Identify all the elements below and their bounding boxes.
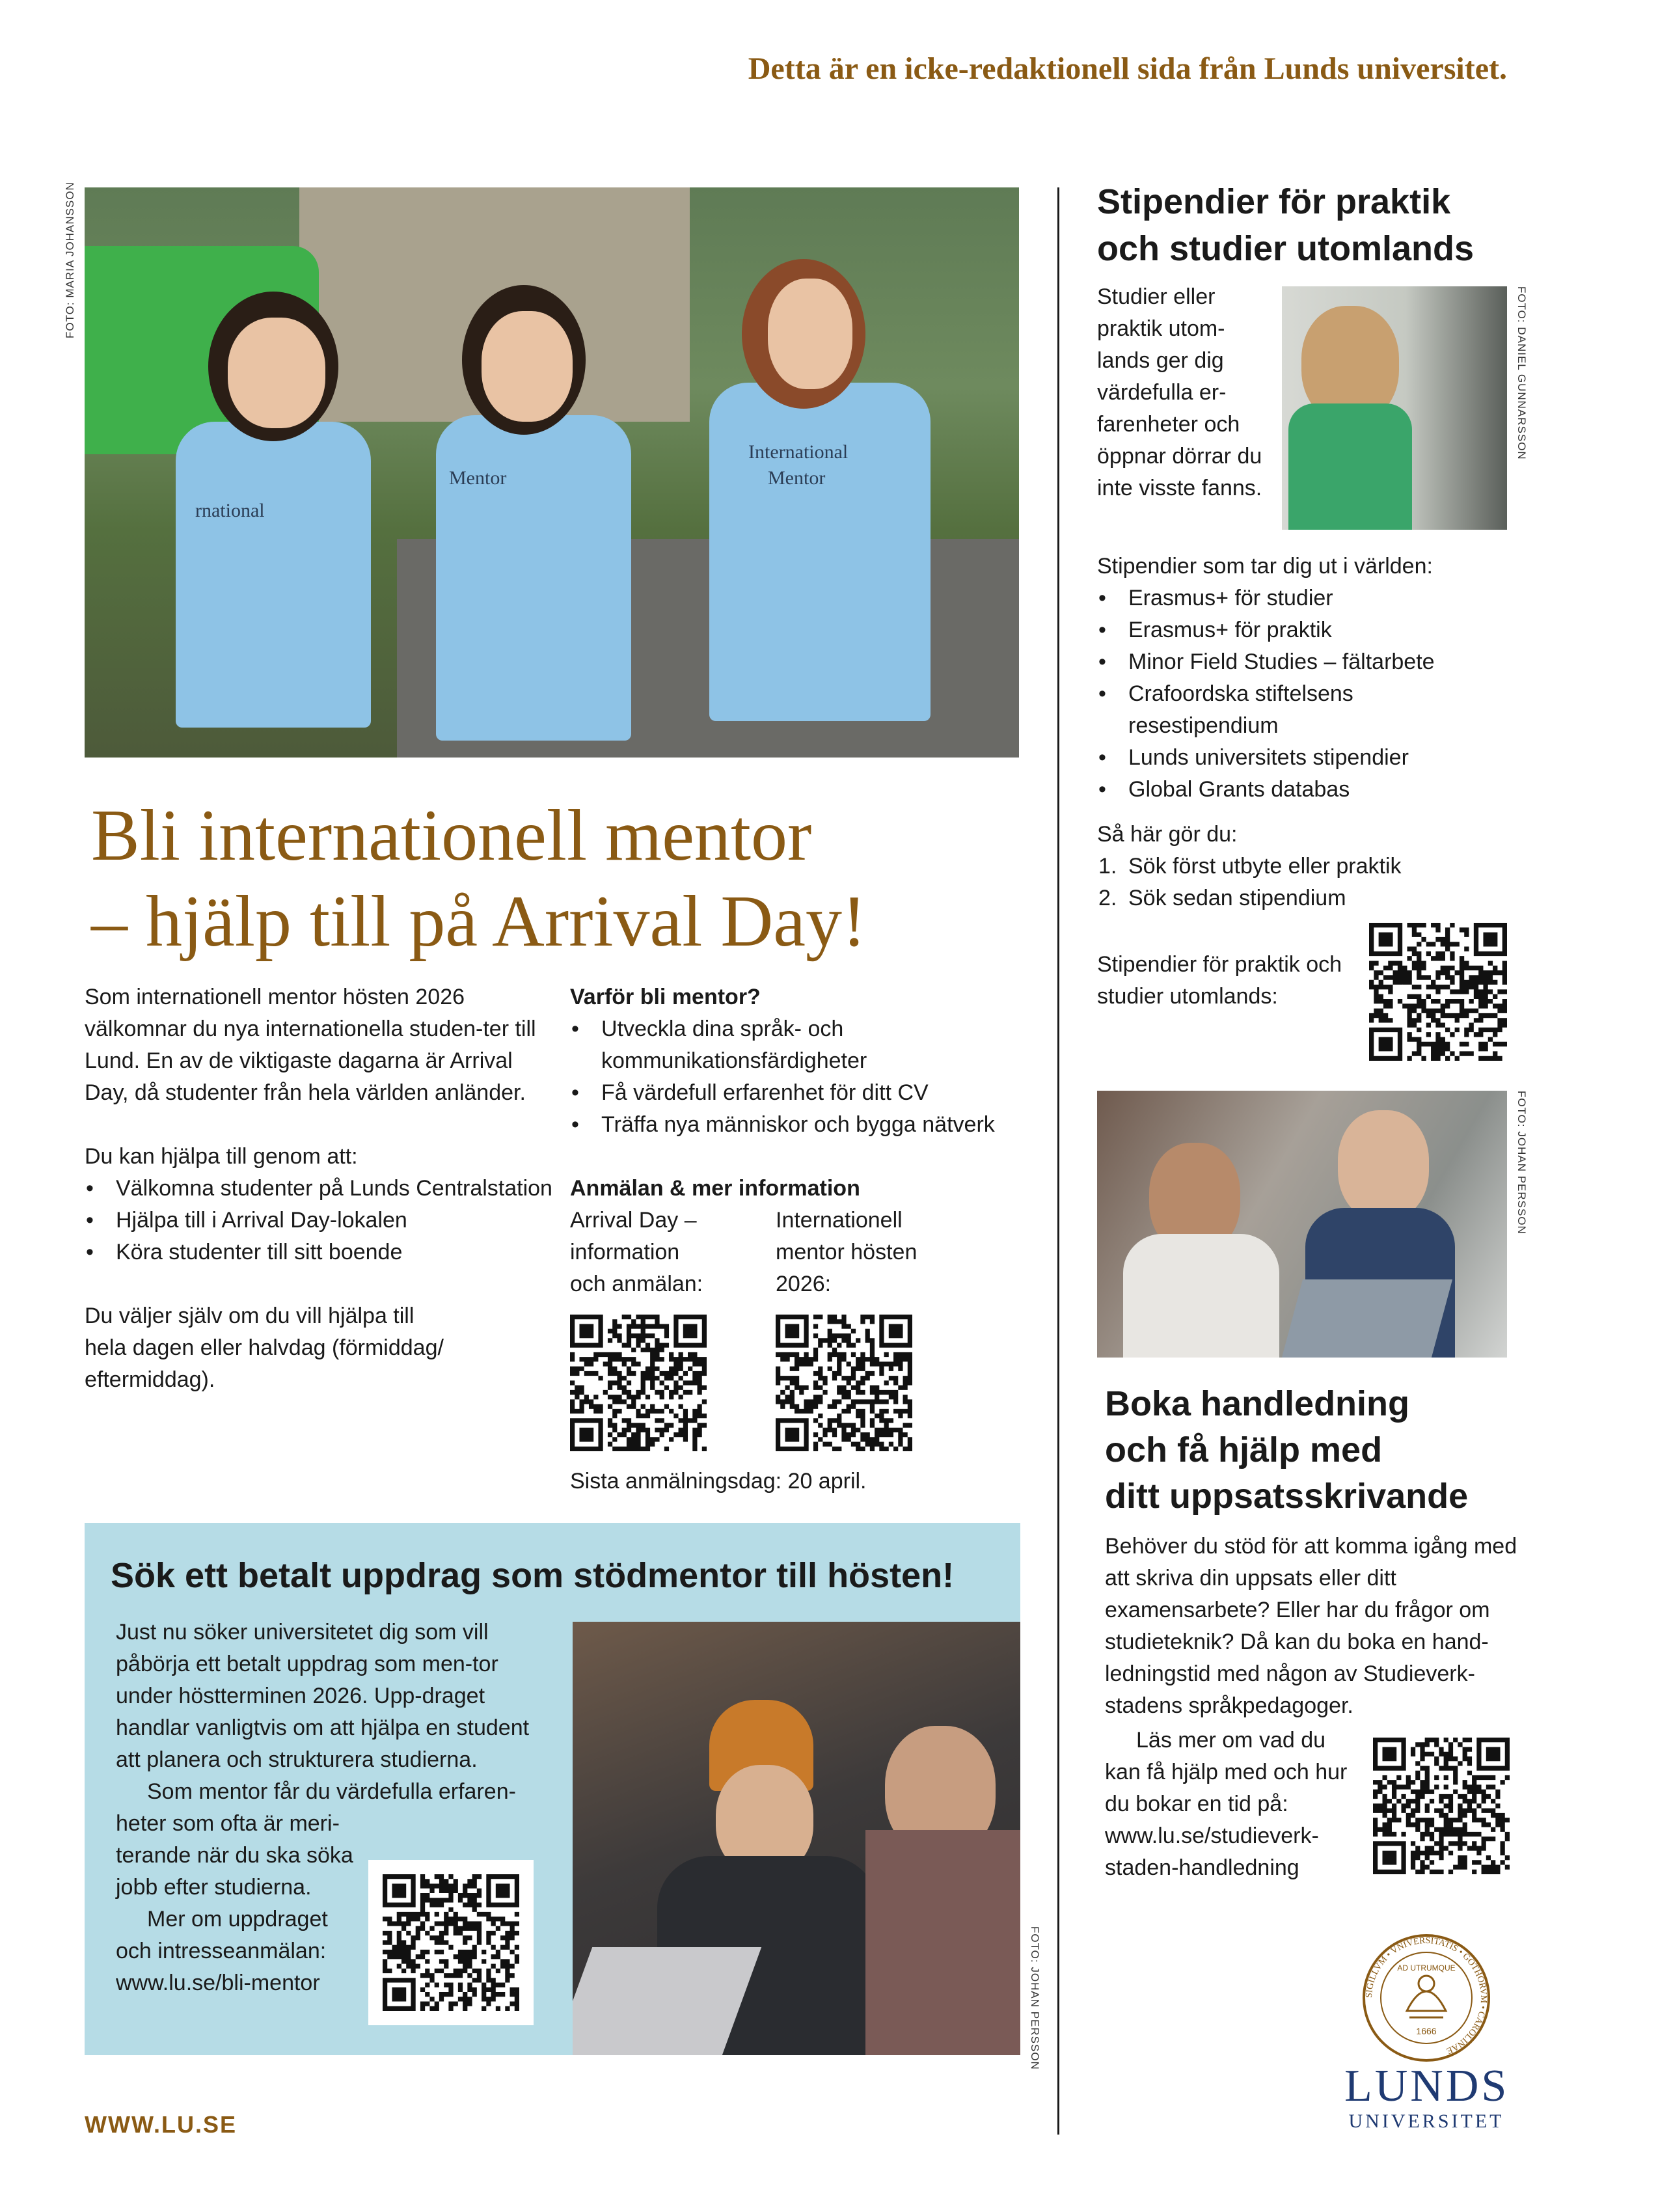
list-item-text: Sök först utbyte eller praktik [1128,854,1402,879]
shirt-text: Mentor [768,467,826,489]
why-list [570,1013,1039,1141]
list-item: • Erasmus+ för studier [1097,582,1514,614]
photo-face-3 [768,279,852,389]
stodmentor-paragraph-3a: Mer om uppdraget [147,1907,328,1932]
list-item [1097,882,1514,914]
lund-university-wordmark [1344,2063,1508,2133]
list-item-text: Sök sedan stipendium [1128,886,1346,910]
scholarship-photo [1282,286,1507,530]
qr1-label: Arrival Day – information och anmälan: [570,1208,703,1296]
list-item: • Erasmus+ för praktik [1097,614,1514,646]
stodmentor-paragraph-2a: Som mentor får du värdefulla erfaren- [147,1779,516,1804]
photo-person-2 [436,415,631,741]
writing-title-line-2: och få hjälp med [1105,1430,1383,1469]
photo-face-2 [482,311,573,422]
main-headline [91,793,1015,964]
list-number: 1. [1098,854,1117,879]
hero-photo-credit: FOTO: MARIA JOHANSSON [64,182,76,338]
list-item: • Minor Field Studies – fältarbete [1097,646,1514,678]
qr-code-stodmentor[interactable] [383,1874,519,2011]
scholarship-title [1097,178,1514,272]
writing-support-title [1105,1381,1508,1520]
intro-paragraph: Som internationell mentor hösten 2026 välkomnar du nya internationella studen-ter till Lund. En av de viktigaste dagarna är Arrival Day, då studenter från hela världen anländer. [85,985,536,1105]
list-item: • Träffa nya människor och bygga nätverk [570,1109,1039,1141]
scholarship-list [1097,582,1514,806]
stodmentor-paragraph-2d: jobb efter studierna. [116,1875,312,1900]
writing-title-line-1: Boka handledning [1105,1384,1410,1423]
seal-year: 1666 [1416,2026,1437,2036]
photo-face-1 [228,318,325,428]
scholarship-title-line-2: och studier utomlands [1097,229,1475,268]
signup-heading: Anmälan & mer information [570,1176,860,1201]
stodmentor-paragraph-2c: terande när du ska söka [116,1843,353,1868]
scholarship-list-section [1097,551,1514,914]
qr-code-arrival-day[interactable] [570,1315,707,1451]
left-column [85,981,553,1396]
stodmentor-paragraph-3b: och intresseanmälan: [116,1939,327,1963]
stodmentor-photo-credit: FOTO: JOHAN PERSSON [1029,1926,1041,2070]
scholarship-list-heading: Stipendier som tar dig ut i världen: [1097,554,1433,579]
qr2-label: Internationell mentor hösten 2026: [776,1208,917,1296]
howto-list [1097,851,1514,914]
scholarship-title-line-1: Stipendier för praktik [1097,182,1451,221]
seal-motto: AD UTRUMQUE [1397,1963,1456,1973]
help-heading: Du kan hjälpa till genom att: [85,1144,358,1169]
writing-support-text: Behöver du stöd för att komma igång med att skriva din uppsats eller ditt examensarbete? Eller har du frågor om studieteknik? Då kan du boka en hand-ledningstid med någon av Studieverk-stadens språkpedagoger. [1105,1534,1517,1718]
list-item: • Hjälpa till i Arrival Day-lokalen [85,1205,553,1236]
writing-photo-credit: FOTO: JOHAN PERSSON [1515,1091,1528,1235]
scholarship-qr-label: Stipendier för praktik och studier utomlands: [1097,952,1342,1009]
list-item: • Lunds universitets stipendier [1097,742,1514,774]
list-item: • Utveckla dina språk- och kommunikationsfärdigheter [570,1013,1039,1077]
seal-text: SIGILLVM • VNIVERSITATIS • GOTHORVM • CAROLINAE [1364,1935,1489,2056]
shirt-text: rnational [195,500,265,521]
column-divider [1057,187,1059,2135]
photo-person-3 [709,383,931,721]
scholarship-intro: Studier eller praktik utom-lands ger dig värdefulla er-farenheter och öppnar dörrar du inte visste fanns. [1097,284,1262,500]
why-heading: Varför bli mentor? [570,985,761,1009]
list-item: • Köra studenter till sitt boende [85,1236,553,1268]
list-item [1097,851,1514,882]
photo-person-1 [176,422,371,728]
headline-line-2: – hjälp till på Arrival Day! [91,881,867,962]
stodmentor-paragraph-2b: heter som ofta är meri- [116,1811,340,1836]
qr-code-scholarships[interactable] [1369,923,1507,1061]
photo-laptop [1282,1279,1452,1358]
stodmentor-paragraph-1: Just nu söker universitetet dig som vill påbörja ett betalt uppdrag som men-tor under höstterminen 2026. Upp-draget handlar vanligtvis om att hjälpa en student att planera och strukturera studierna. [116,1620,530,1772]
hero-photo [85,187,1019,758]
footer-url[interactable]: WWW.LU.SE [85,2111,237,2138]
university-seal-icon [1344,1933,1508,2063]
shirt-text: International [748,441,849,463]
list-item: • Få värdefull erfarenhet för ditt CV [570,1077,1039,1109]
stodmentor-title: Sök ett betalt uppdrag som stödmentor till hösten! [111,1556,955,1595]
photo-shirt [865,1830,1020,2055]
logo-word-lunds: LUNDS [1344,2061,1510,2111]
photo-sweater [1123,1234,1279,1358]
photo-scarf [1288,403,1412,530]
list-item: • Crafoordska stiftelsens resestipendium [1097,678,1434,742]
qr-code-writing-support[interactable] [1373,1738,1510,1874]
headline-line-1: Bli internationell mentor [91,795,812,876]
logo-word-universitet: UNIVERSITET [1348,2110,1504,2132]
stodmentor-link[interactable]: www.lu.se/bli-mentor [116,1971,320,1995]
howto-heading: Så här gör du: [1097,822,1238,847]
photo-face-2 [1338,1110,1429,1221]
mid-column [570,981,1039,1494]
choice-paragraph: Du väljer själv om du vill hjälpa till hela dagen eller halvdag (förmiddag/ eftermiddag). [85,1304,444,1392]
stodmentor-photo [573,1622,1020,2055]
list-item: • Global Grants databas [1097,774,1514,806]
writing-support-photo [1097,1091,1507,1358]
shirt-text: Mentor [449,467,507,489]
deadline-text: Sista anmälningsdag: 20 april. [570,1469,867,1494]
qr-code-mentor[interactable] [776,1315,912,1451]
top-banner: Detta är en icke-redaktionell sida från Lunds universitet. [748,51,1507,86]
help-list [85,1173,553,1268]
list-number: 2. [1098,886,1117,910]
writing-title-line-3: ditt uppsatsskrivande [1105,1477,1469,1516]
list-item: • Välkomna studenter på Lunds Centralstation [85,1173,553,1205]
writing-support-link-text: Läs mer om vad du kan få hjälp med och hur du bokar en tid på: www.lu.se/studieverk-staden-handledning [1105,1728,1348,1880]
scholarship-photo-credit: FOTO: DANIEL GUNNARSSON [1515,286,1528,460]
